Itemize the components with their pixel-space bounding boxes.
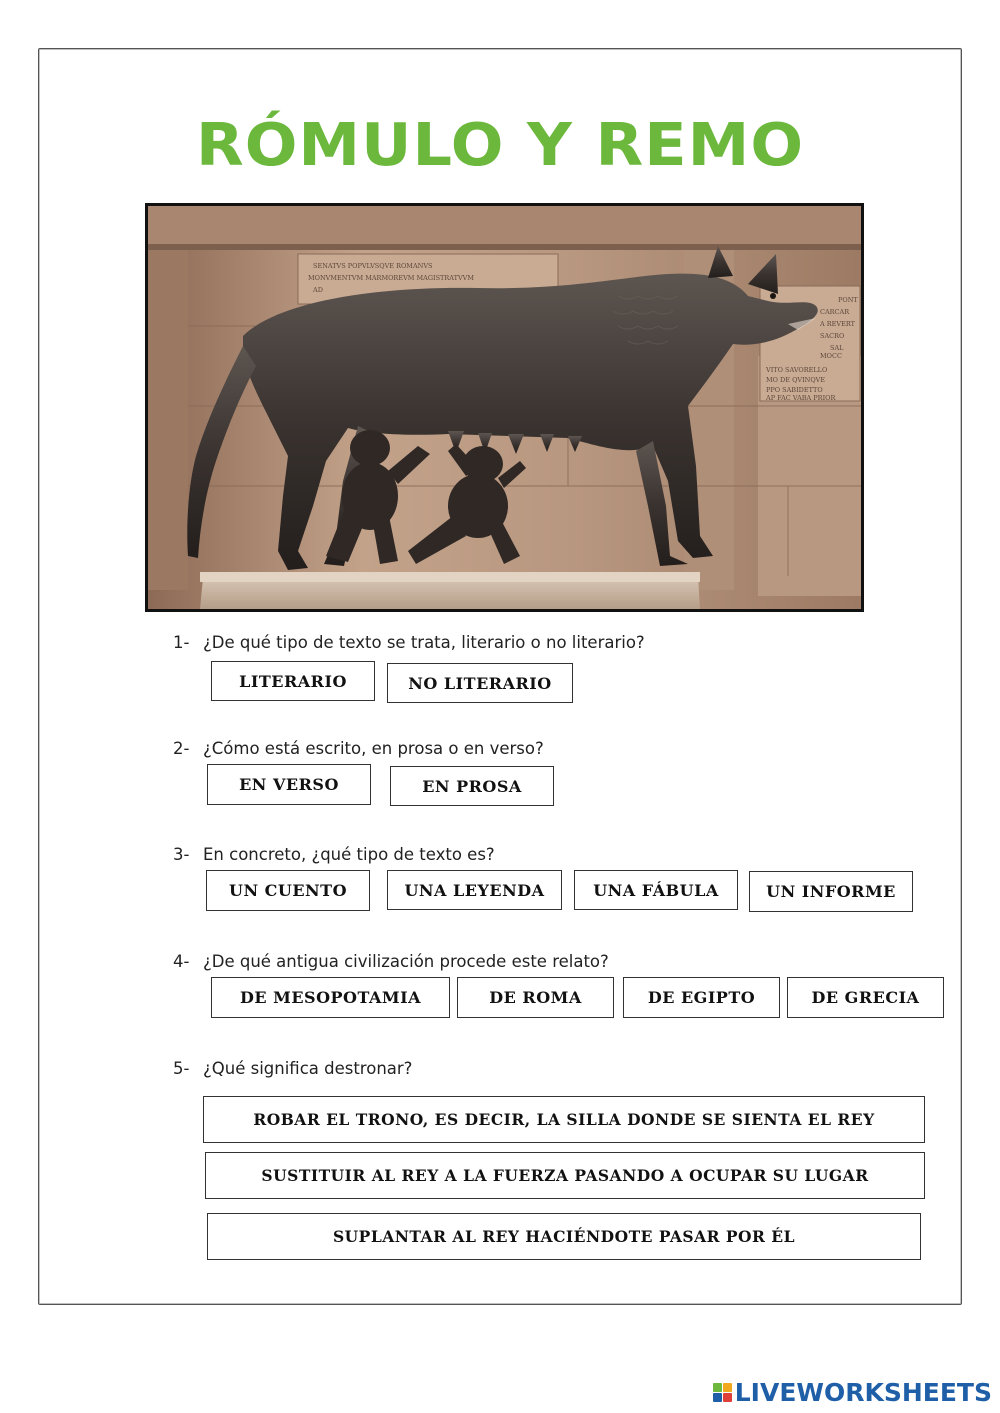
question-number: 4- bbox=[173, 952, 190, 971]
inscription-line: MO DE QVINQVE bbox=[766, 376, 826, 384]
inscription-line: AP FAC VABA PRIOR bbox=[766, 394, 836, 402]
option-en-verso[interactable]: EN VERSO bbox=[207, 764, 371, 805]
option-de-mesopotamia[interactable]: DE MESOPOTAMIA bbox=[211, 977, 450, 1018]
liveworksheets-logo[interactable] bbox=[713, 1378, 992, 1407]
inscription-line: PONT bbox=[838, 296, 858, 304]
option-sustituir-al-rey[interactable]: SUSTITUIR AL REY A LA FUERZA PASANDO A OCUPAR SU LUGAR bbox=[205, 1152, 925, 1199]
option-literario[interactable]: LITERARIO bbox=[211, 661, 375, 701]
option-un-cuento[interactable]: UN CUENTO bbox=[206, 870, 370, 911]
question-text: ¿Cómo está escrito, en prosa o en verso? bbox=[203, 739, 544, 758]
option-un-informe[interactable]: UN INFORME bbox=[749, 871, 913, 912]
option-de-roma[interactable]: DE ROMA bbox=[457, 977, 614, 1018]
inscription-line: VITO SAVORELLO bbox=[766, 366, 828, 374]
question-5 bbox=[173, 1059, 412, 1078]
question-text: En concreto, ¿qué tipo de texto es? bbox=[203, 845, 495, 864]
inscription-line: MOCC bbox=[820, 352, 842, 360]
question-number: 1- bbox=[173, 633, 190, 652]
option-de-grecia[interactable]: DE GRECIA bbox=[787, 977, 944, 1018]
inscription-line: SAL bbox=[830, 344, 844, 352]
brand-name: LIVEWORKSHEETS bbox=[734, 1378, 992, 1407]
option-de-egipto[interactable]: DE EGIPTO bbox=[623, 977, 780, 1018]
question-1 bbox=[173, 633, 645, 652]
option-en-prosa[interactable]: EN PROSA bbox=[390, 766, 554, 806]
page-title: RÓMULO Y REMO bbox=[195, 109, 805, 180]
question-text: ¿De qué antigua civilización procede este relato? bbox=[203, 952, 609, 971]
option-una-fabula[interactable]: UNA FÁBULA bbox=[574, 870, 738, 910]
inscription-line: AD bbox=[313, 286, 323, 294]
question-text: ¿De qué tipo de texto se trata, literario o no literario? bbox=[203, 633, 645, 652]
capitoline-wolf-image bbox=[148, 206, 861, 609]
question-2 bbox=[173, 739, 544, 758]
inscription-line: MONVMENTVM MARMOREVM MAGISTRATVVM bbox=[308, 274, 474, 282]
option-suplantar-al-rey[interactable]: SUPLANTAR AL REY HACIÉNDOTE PASAR POR ÉL bbox=[207, 1213, 921, 1260]
question-3 bbox=[173, 845, 495, 864]
option-no-literario[interactable]: NO LITERARIO bbox=[387, 663, 573, 703]
option-una-leyenda[interactable]: UNA LEYENDA bbox=[387, 870, 562, 910]
option-robar-el-trono[interactable]: ROBAR EL TRONO, ES DECIR, LA SILLA DONDE SE SIENTA EL REY bbox=[203, 1096, 925, 1143]
question-number: 2- bbox=[173, 739, 190, 758]
inscription-line: A REVERT bbox=[820, 320, 855, 328]
inscription-line: SACRO bbox=[820, 332, 845, 340]
question-number: 5- bbox=[173, 1059, 190, 1078]
question-number: 3- bbox=[173, 845, 190, 864]
inscription-line: SENATVS POPVLVSQVE ROMANVS bbox=[313, 262, 433, 270]
question-4 bbox=[173, 952, 609, 971]
question-text: ¿Qué significa destronar? bbox=[203, 1059, 413, 1078]
statue-photo bbox=[145, 203, 864, 612]
inscription-line: CARCAR bbox=[820, 308, 850, 316]
inscription-line: PPO SABIDETTO bbox=[766, 386, 823, 394]
liveworksheets-logo-icon bbox=[713, 1383, 732, 1402]
